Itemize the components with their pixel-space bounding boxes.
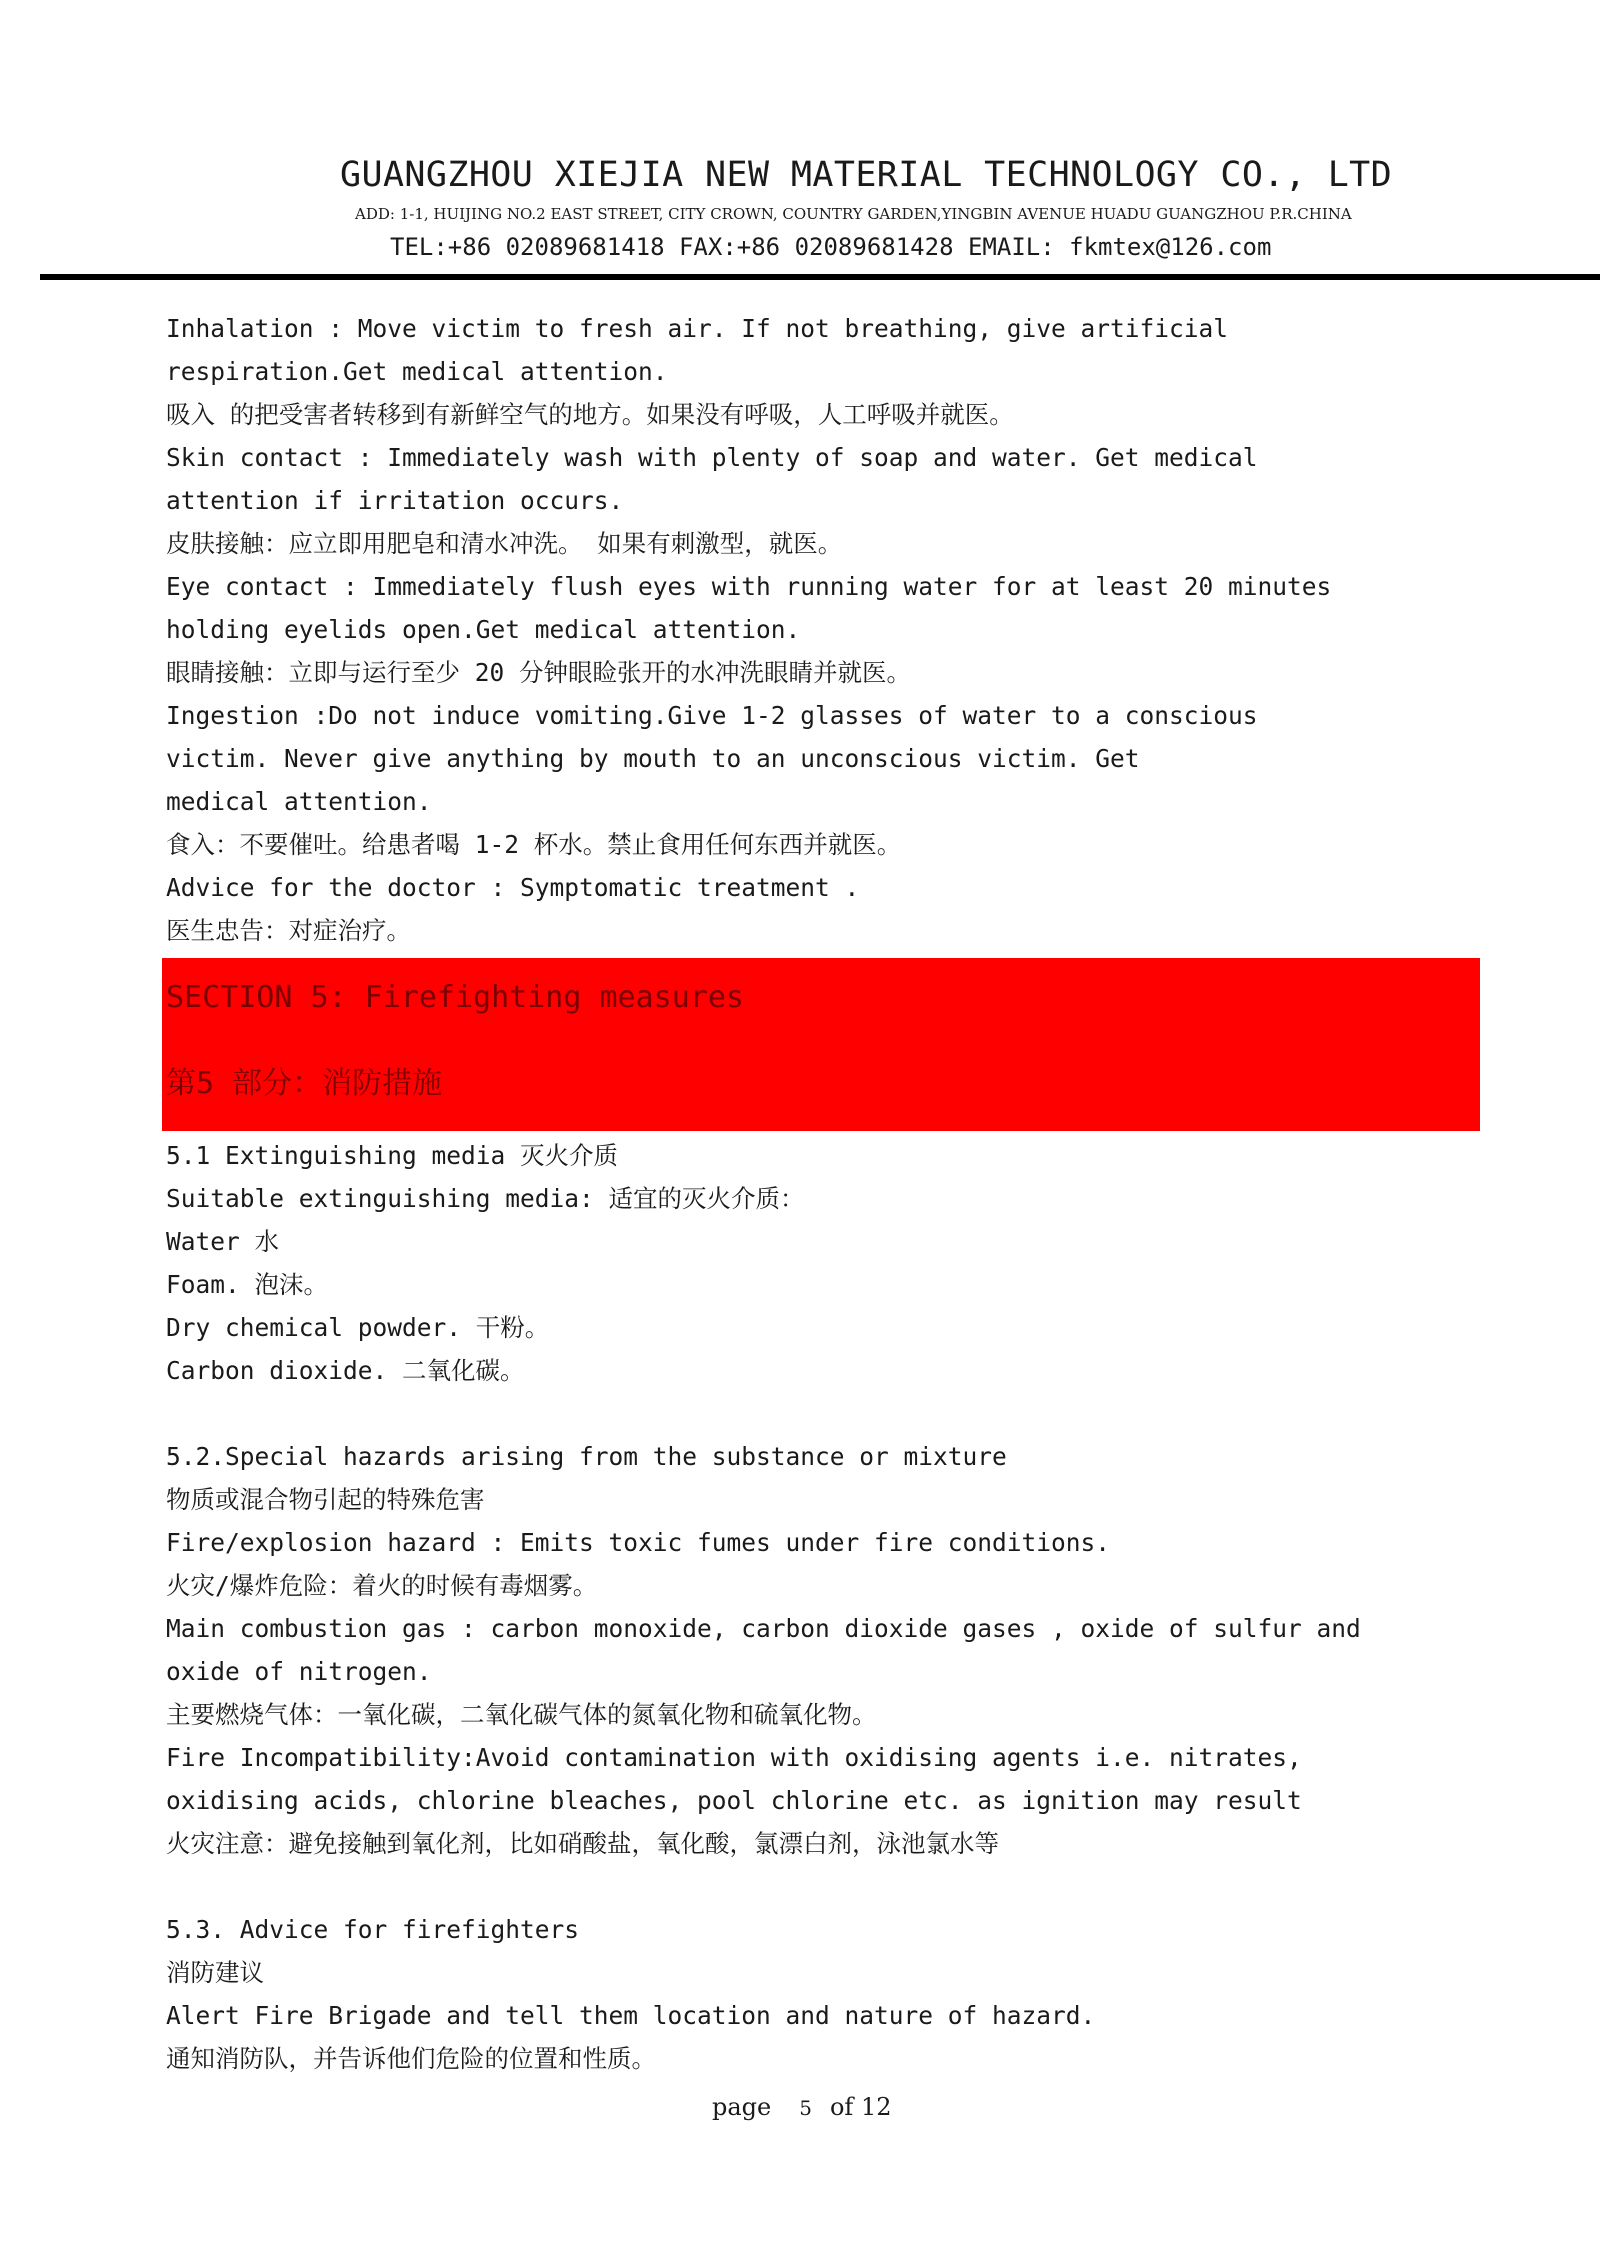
- first-aid-line: medical attention.: [166, 787, 432, 816]
- advice-line: 通知消防队，并告诉他们危险的位置和性质。: [166, 2044, 656, 2073]
- media-line: Suitable extinguishing media: 适宜的灭火介质：: [166, 1184, 805, 1213]
- first-aid-line: holding eyelids open.Get medical attention.: [166, 615, 801, 644]
- first-aid-line: 食入：不要催吐。给患者喝 1-2 杯水。禁止食用任何东西并就医。: [166, 830, 902, 859]
- first-aid-line: 皮肤接触：应立即用肥皂和清水冲洗。 如果有刺激型，就医。: [166, 529, 843, 558]
- section-title-en: SECTION 5: Firefighting measures: [166, 980, 744, 1015]
- first-aid-line: 眼睛接触：立即与运行至少 20 分钟眼睑张开的水冲洗眼睛并就医。: [166, 658, 911, 687]
- advice-line: Alert Fire Brigade and tell them location and nature of hazard.: [166, 2001, 1096, 2030]
- page-label: page: [712, 2093, 772, 2121]
- page-total: of 12: [829, 2093, 892, 2121]
- company-address: ADD: 1-1, HUIJING NO.2 EAST STREET, CITY CROWN, COUNTRY GARDEN,YINGBIN AVENUE HUADU GUANGZHOU P.R.CHINA: [355, 205, 1352, 223]
- media-line: Dry chemical powder. 干粉。: [166, 1313, 550, 1342]
- special-hazards-heading: 5.2.Special hazards arising from the substance or mixture: [166, 1442, 1007, 1471]
- hazard-line: 物质或混合物引起的特殊危害: [166, 1485, 485, 1514]
- spacer: [166, 1865, 1496, 1908]
- hazard-line: 火灾注意：避免接触到氧化剂，比如硝酸盐，氧化酸，氯漂白剂，泳池氯水等: [166, 1829, 999, 1858]
- advice-line: 消防建议: [166, 1958, 264, 1987]
- hazard-line: Fire/explosion hazard : Emits toxic fumes under fire conditions.: [166, 1528, 1111, 1557]
- firefighter-advice-heading: 5.3. Advice for firefighters: [166, 1915, 580, 1944]
- hazard-line: 火灾/爆炸危险：着火的时候有毒烟雾。: [166, 1571, 598, 1600]
- hazard-line: oxidising acids, chlorine bleaches, pool chlorine etc. as ignition may result: [166, 1786, 1302, 1815]
- first-aid-line: victim. Never give anything by mouth to an unconscious victim. Get: [166, 744, 1140, 773]
- media-line: Foam. 泡沫。: [166, 1270, 329, 1299]
- first-aid-line: 吸入 的把受害者转移到有新鲜空气的地方。如果没有呼吸，人工呼吸并就医。: [166, 400, 1014, 429]
- first-aid-line: attention if irritation occurs.: [166, 486, 624, 515]
- extinguishing-media-heading: 5.1 Extinguishing media 灭火介质: [166, 1141, 619, 1170]
- first-aid-line: Skin contact : Immediately wash with plenty of soap and water. Get medical: [166, 443, 1258, 472]
- page-number: 5: [799, 2096, 812, 2120]
- first-aid-line: Ingestion :Do not induce vomiting.Give 1-2 glasses of water to a conscious: [166, 701, 1258, 730]
- company-name: GUANGZHOU XIEJIA NEW MATERIAL TECHNOLOGY CO., LTD: [340, 155, 1393, 195]
- firefighting-block: [166, 1134, 1496, 2080]
- first-aid-line: Advice for the doctor : Symptomatic treatment .: [166, 873, 860, 902]
- first-aid-line: 医生忠告：对症治疗。: [166, 916, 411, 945]
- media-line: Carbon dioxide. 二氧化碳。: [166, 1356, 525, 1385]
- first-aid-line: respiration.Get medical attention.: [166, 357, 668, 386]
- first-aid-line: Eye contact : Immediately flush eyes with running water for at least 20 minutes: [166, 572, 1332, 601]
- hazard-line: Main combustion gas : carbon monoxide, carbon dioxide gases , oxide of sulfur and: [166, 1614, 1361, 1643]
- hazard-line: oxide of nitrogen.: [166, 1657, 432, 1686]
- section-5-banner: [162, 958, 1480, 1131]
- media-line: Water 水: [166, 1227, 280, 1256]
- hazard-line: Fire Incompatibility:Avoid contamination with oxidising agents i.e. nitrates,: [166, 1743, 1302, 1772]
- spacer: [166, 1392, 1496, 1435]
- page-footer: [712, 2087, 891, 2128]
- first-aid-block: [166, 307, 1496, 952]
- company-contact: TEL:+86 02089681418 FAX:+86 02089681428 EMAIL: fkmtex@126.com: [390, 233, 1272, 261]
- hazard-line: 主要燃烧气体：一氧化碳，二氧化碳气体的氮氧化物和硫氧化物。: [166, 1700, 877, 1729]
- section-title-cn: 第5 部分：消防措施: [166, 1066, 443, 1101]
- first-aid-line: Inhalation : Move victim to fresh air. If not breathing, give artificial: [166, 314, 1229, 343]
- header-divider: [40, 274, 1600, 280]
